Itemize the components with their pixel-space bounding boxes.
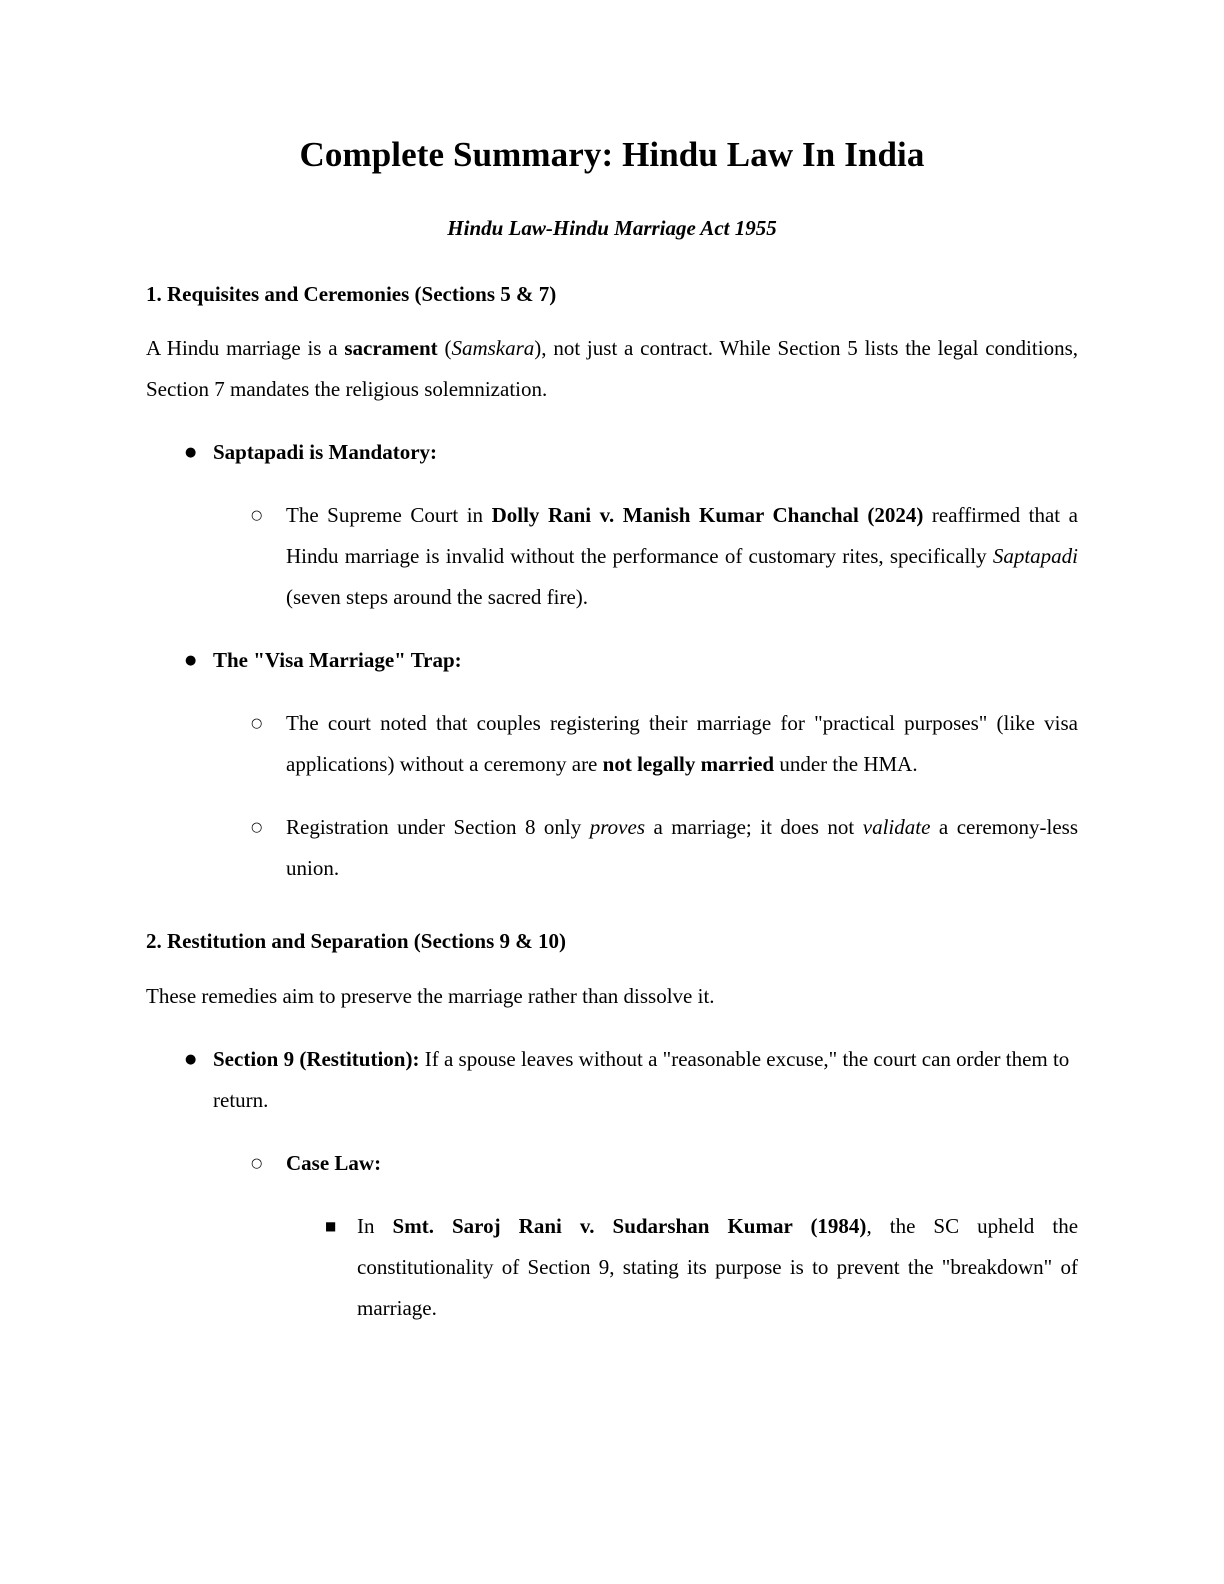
sub-item-text-e: (seven steps around the sacred fire).	[286, 585, 589, 610]
list-item	[251, 1121, 1078, 1184]
sub-item-text-c: a marriage; it does not	[645, 815, 863, 840]
page-title: Complete Summary: Hindu Law In India	[299, 135, 925, 174]
sub-item-text-c: reaffirmed that a Hindu marriage is invalid without the performance of customary rites, specifically	[286, 503, 1078, 569]
sub-item-text-a: The court noted that couples registering their marriage for "practical purposes" (like visa applications) without a ceremony are	[286, 711, 1078, 777]
list-item-label: The "Visa Marriage" Trap:	[213, 648, 462, 673]
case-name-saroj-rani: Smt. Saroj Rani v. Sudarshan Kumar (1984)	[392, 1213, 867, 1238]
intro-text-sacrament: sacrament	[344, 336, 438, 361]
page-subtitle: Hindu Law-Hindu Marriage Act 1955	[447, 215, 777, 240]
saptapadi-sublist	[146, 473, 1078, 618]
list-item	[185, 1017, 1078, 1121]
intro-text-c: (	[437, 336, 452, 361]
section-heading-2: 2. Restitution and Separation (Sections 9 & 10)	[146, 929, 567, 954]
bullet-circle-icon: ○	[251, 508, 263, 524]
list-item-label-section-9: Section 9 (Restitution):	[213, 1046, 420, 1071]
list-item	[251, 681, 1078, 785]
bullet-square-icon: ■	[325, 1218, 337, 1233]
sub-item-text-c: under the HMA.	[774, 752, 918, 777]
case-text-c: , the SC upheld the constitutionality of Section 9, stating its purpose is to prevent the "breakdown" of marriage.	[357, 1213, 1079, 1320]
section-9-description: If a spouse leaves without a "reasonable excuse," the court can order them to return.	[213, 1046, 1070, 1112]
sub-item-text-f: a ceremony-less union.	[286, 815, 1079, 881]
term-saptapadi: Saptapadi	[992, 544, 1078, 569]
case-law-sublist	[146, 1184, 1078, 1329]
bullet-disc-icon: ●	[185, 445, 197, 461]
section-2-intro-paragraph: These remedies aim to preserve the marriage rather than dissolve it.	[146, 983, 715, 1008]
case-name-dolly-rani: Dolly Rani v. Manish Kumar Chanchal (2024)	[491, 503, 924, 528]
list-item	[185, 410, 1078, 473]
bullet-disc-icon: ●	[185, 653, 197, 669]
case-law-label: Case Law:	[286, 1150, 382, 1175]
section-1-intro-paragraph	[146, 308, 1078, 410]
section-9-sublist	[146, 1121, 1078, 1329]
case-text-a: In	[357, 1213, 393, 1238]
emphasis-not-legally-married: not legally married	[602, 752, 775, 777]
bullet-disc-icon: ●	[185, 1051, 197, 1067]
list-item	[185, 618, 1078, 681]
bullet-circle-icon: ○	[251, 716, 263, 732]
list-item-label: Saptapadi is Mandatory:	[213, 440, 438, 465]
term-validate: validate	[862, 815, 931, 840]
section-1-bullet-list	[146, 410, 1078, 889]
term-proves: proves	[589, 815, 645, 840]
list-item	[251, 785, 1079, 889]
bullet-circle-icon: ○	[251, 820, 263, 836]
section-2-bullet-list	[146, 1017, 1078, 1329]
list-item	[325, 1184, 1079, 1329]
intro-text-samskara: Samskara	[451, 336, 535, 361]
list-item	[251, 473, 1078, 618]
bullet-circle-icon: ○	[251, 1155, 263, 1171]
intro-text-e: ), not just a contract. While Section 5 lists the legal conditions, Section 7 mandates the religious solemnization.	[146, 336, 1078, 402]
sub-item-text-a: The Supreme Court in	[286, 503, 492, 528]
sub-item-text-a: Registration under Section 8 only	[286, 815, 590, 840]
intro-text-a: A Hindu marriage is a	[146, 336, 345, 361]
visa-marriage-sublist	[146, 681, 1078, 889]
section-heading-1: 1. Requisites and Ceremonies (Sections 5 & 7)	[146, 282, 557, 307]
